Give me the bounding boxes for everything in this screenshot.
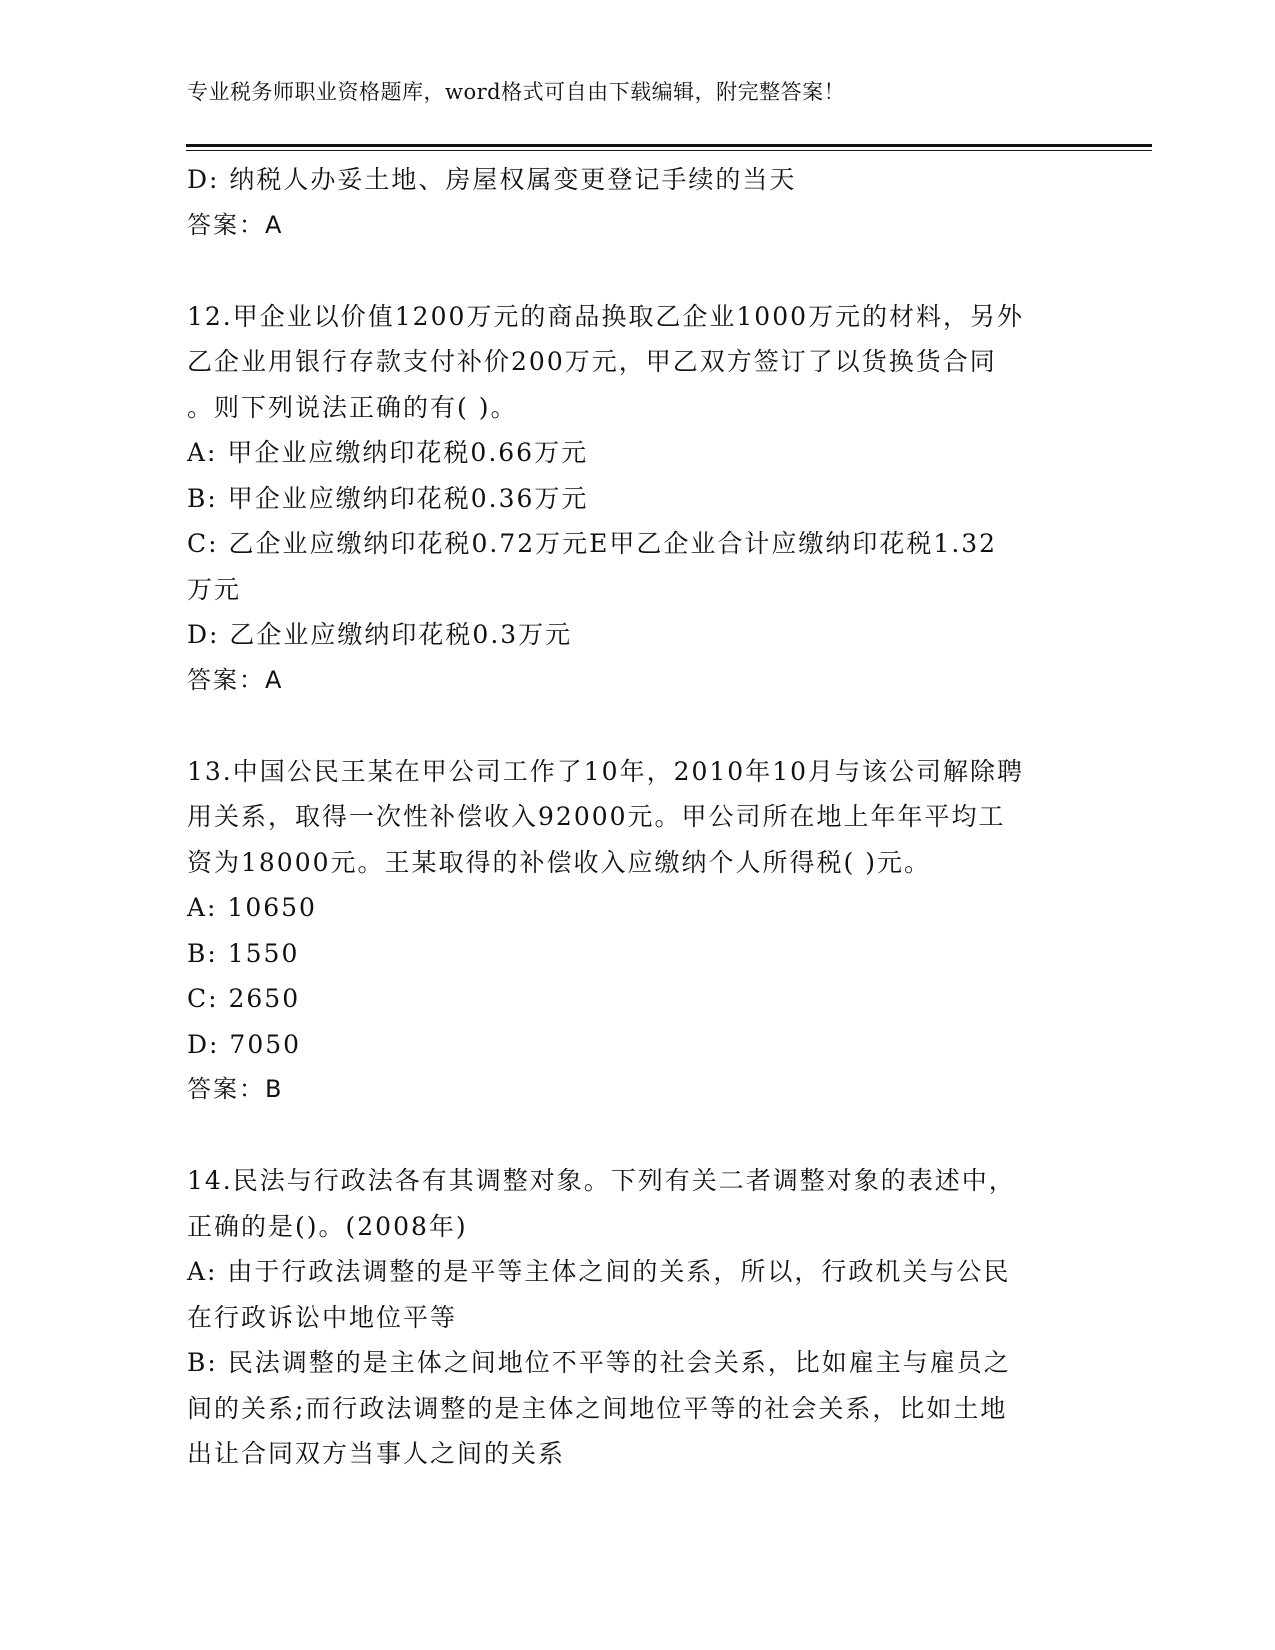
header-rule-thin — [186, 150, 1152, 151]
page-header: 专业税务师职业资格题库，word格式可自由下载编辑，附完整答案！ — [187, 80, 846, 104]
answer-line: 答案：A — [187, 665, 284, 694]
document-body — [187, 157, 1092, 1477]
question-text-line: A: 10650 — [187, 893, 317, 922]
question-text-line: 。则下列说法正确的有( )。 — [187, 392, 518, 422]
block-spacer — [187, 1113, 1092, 1159]
question-block — [187, 157, 1092, 248]
question-text-line: B: 1550 — [187, 938, 300, 968]
question-text-line: C: 2650 — [187, 984, 301, 1013]
question-text-line: 在行政诉讼中地位平等 — [187, 1302, 458, 1332]
question-text-line: 乙企业用银行存款支付补价200万元，甲乙双方签订了以货换货合同 — [187, 347, 997, 376]
question-text-line: 正确的是()。(2008年) — [187, 1211, 468, 1241]
answer-line: 答案：B — [187, 1075, 284, 1103]
question-text-line: 出让合同双方当事人之间的关系 — [187, 1439, 566, 1468]
question-text-line: D: 7050 — [187, 1029, 302, 1059]
question-text-line: A: 甲企业应缴纳印花税0.66万元 — [187, 438, 589, 467]
answer-line: 答案：A — [187, 210, 284, 239]
question-text-line: B: 民法调整的是主体之间地位不平等的社会关系，比如雇主与雇员之 — [187, 1348, 1011, 1377]
question-text-line: 用关系，取得一次性补偿收入92000元。甲公司所在地上年年平均工 — [187, 802, 1006, 831]
question-text-line: A: 由于行政法调整的是平等主体之间的关系，所以，行政机关与公民 — [187, 1257, 1011, 1286]
question-text-line: 14.民法与行政法各有其调整对象。下列有关二者调整对象的表述中， — [187, 1166, 1016, 1195]
question-text-line: 资为18000元。王某取得的补偿收入应缴纳个人所得税( )元。 — [187, 847, 931, 877]
question-text-line: 万元 — [187, 574, 242, 604]
question-text-line: 13.中国公民王某在甲公司工作了10年，2010年10月与该公司解除聘 — [187, 756, 1025, 786]
question-text-line: C: 乙企业应缴纳印花税0.72万元E甲乙企业合计应缴纳印花税1.32 — [187, 529, 998, 558]
block-spacer — [187, 248, 1092, 294]
question-block — [187, 1158, 1092, 1477]
question-text-line: 间的关系;而行政法调整的是主体之间地位平等的社会关系，比如土地 — [187, 1393, 1008, 1423]
header-rule-thick — [186, 144, 1152, 147]
block-spacer — [187, 703, 1092, 749]
question-text-line: B: 甲企业应缴纳印花税0.36万元 — [187, 483, 589, 513]
question-text-line: D: 乙企业应缴纳印花税0.3万元 — [187, 620, 573, 649]
question-text-line: D: 纳税人办妥土地、房屋权属变更登记手续的当天 — [187, 165, 797, 194]
question-block — [187, 749, 1092, 1113]
question-text-line: 12.甲企业以价值1200万元的商品换取乙企业1000万元的材料，另外 — [187, 301, 1025, 331]
question-block — [187, 294, 1092, 704]
